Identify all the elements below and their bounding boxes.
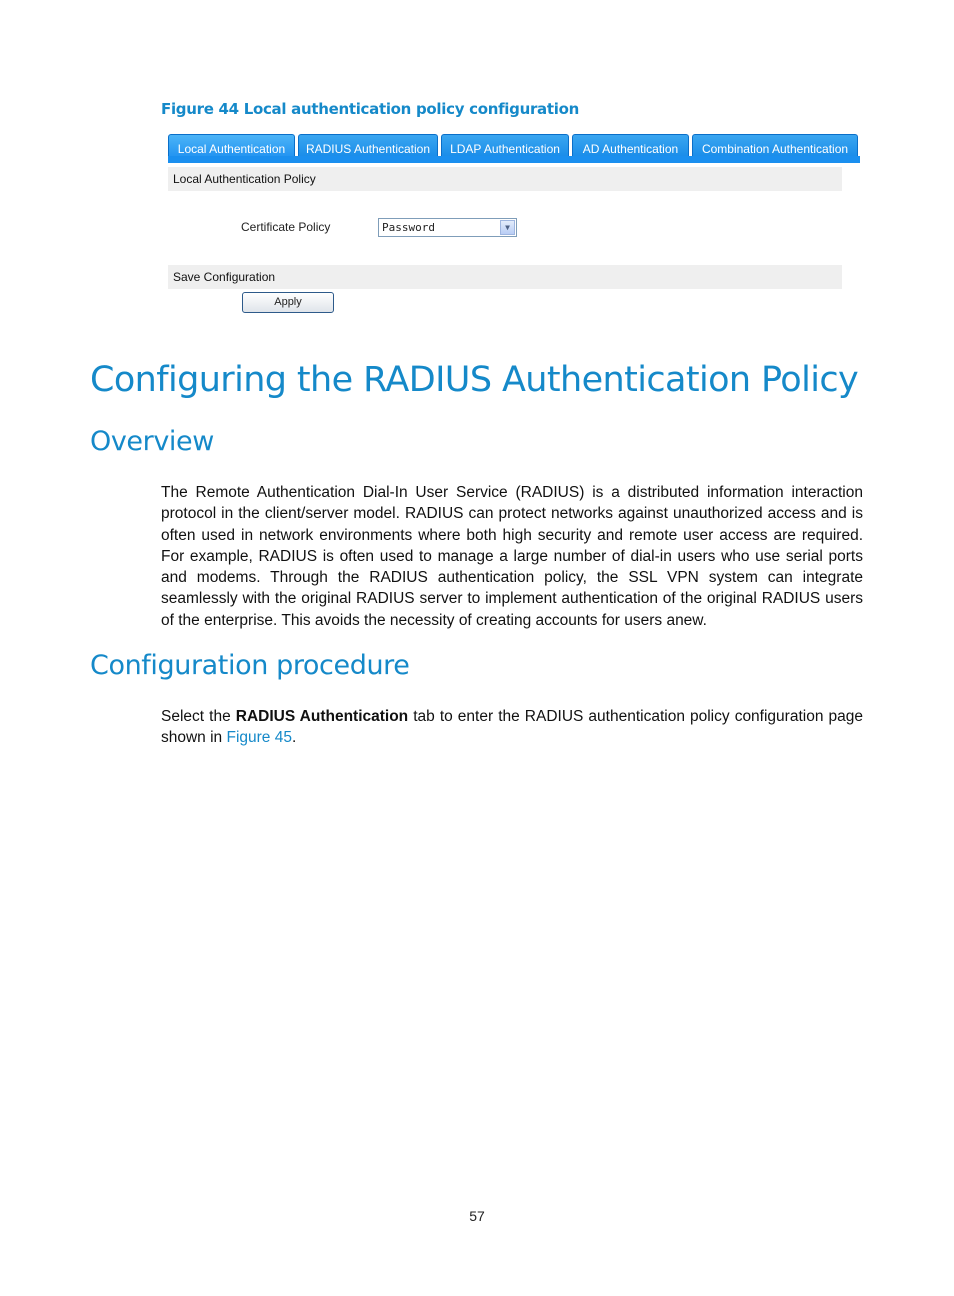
tab-ldap-authentication[interactable]: LDAP Authentication [441,134,569,160]
certificate-policy-label: Certificate Policy [241,220,331,234]
overview-heading: Overview [90,426,214,457]
apply-button[interactable]: Apply [242,292,334,313]
tab-radius-authentication[interactable]: RADIUS Authentication [298,134,438,160]
certificate-policy-select[interactable] [378,218,517,237]
local-policy-section-header: Local Authentication Policy [168,167,842,191]
procedure-text-middle: tab to enter the RADIUS authentication policy configuration page shown in [161,708,863,747]
tab-combination-authentication[interactable]: Combination Authentication [692,134,858,160]
figure-45-link[interactable]: Figure 45 [226,729,292,747]
main-heading: Configuring the RADIUS Authentication Policy [90,360,859,400]
tab-underline [168,156,860,163]
procedure-text-before: Select the [161,708,236,725]
procedure-text-after: . [291,729,297,747]
save-section-header: Save Configuration [168,265,842,289]
procedure-paragraph [161,706,863,749]
chevron-down-icon[interactable]: ▼ [500,220,515,235]
tab-local-authentication[interactable]: Local Authentication [168,134,295,160]
page-number: 57 [469,1208,485,1224]
procedure-bold-term: RADIUS Authentication [235,708,409,725]
certificate-policy-value: Password [382,221,435,234]
procedure-heading: Configuration procedure [90,650,410,681]
tab-ad-authentication[interactable]: AD Authentication [572,134,689,160]
overview-paragraph: The Remote Authentication Dial-In User Service (RADIUS) is a distributed information interaction protocol in the client/server model. RADIUS can protect networks against unauthorized access and is often used in network environments where both high security and remote user access are required. For example, RADIUS is often used to manage a large number of dial-in users who use serial ports and modems. Through the RADIUS authentication policy, the SSL VPN system can integrate seamlessly with the original RADIUS server to implement authentication of the original RADIUS users of the enterprise. This avoids the necessity of creating accounts for users anew. [161,484,863,629]
figure-caption: Figure 44 Local authentication policy configuration [161,100,579,118]
